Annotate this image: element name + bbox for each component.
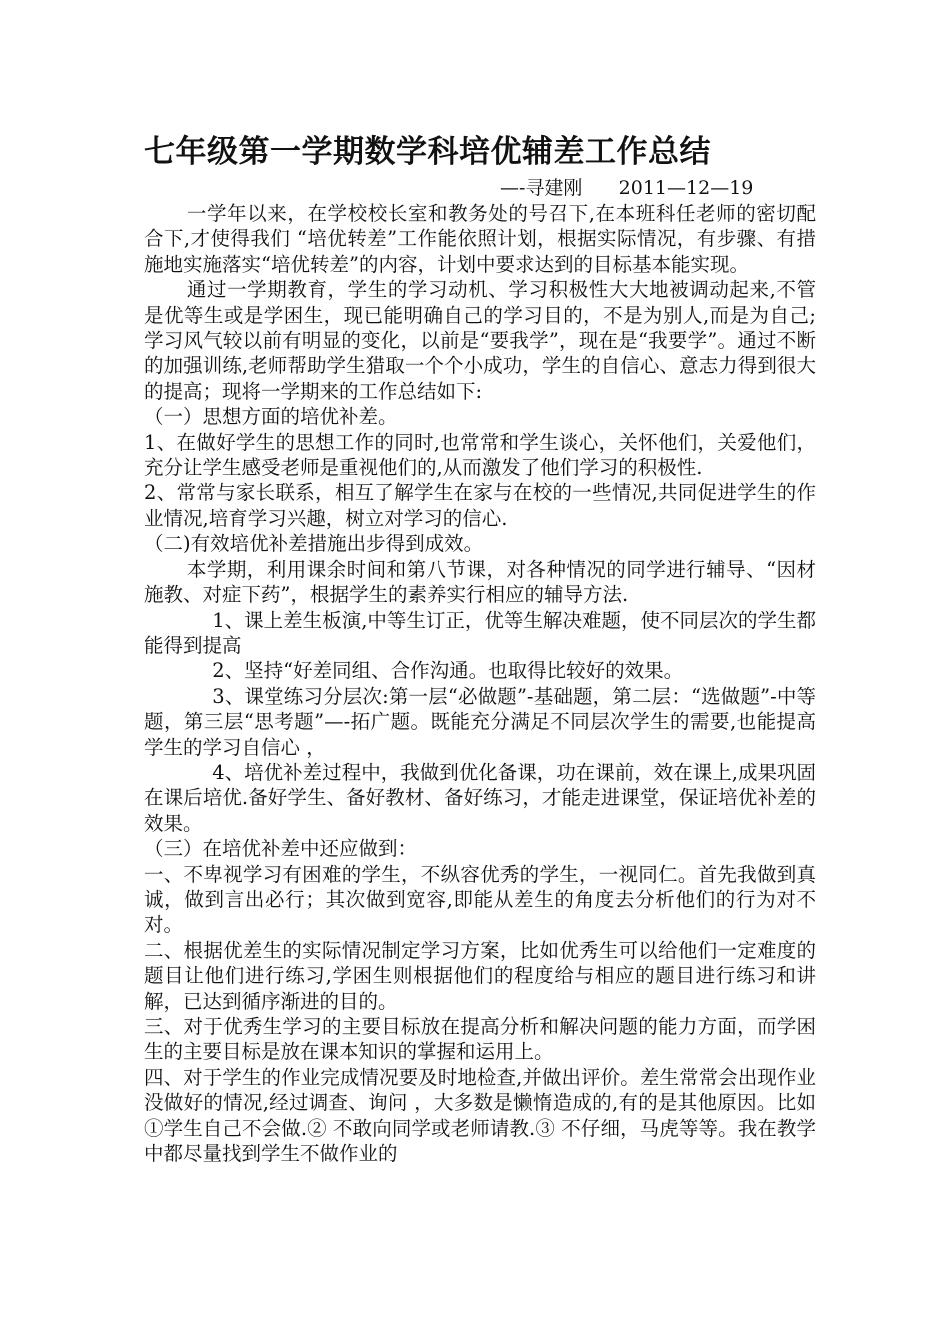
list-item: 三、对于优秀生学习的主要目标放在提高分析和解决问题的能力方面，而学困生的主要目标是放在课本知识的掌握和运用上。: [144, 1015, 816, 1064]
list-item: 1、在做好学生的思想工作的同时,也常常和学生谈心，关怀他们，关爱他们，充分让学生感受老师是重视他们的,从而激发了他们学习的积极性.: [144, 430, 816, 480]
section-heading-2: （二)有效培优补差措施出步得到成效。: [144, 532, 484, 556]
paragraph-3: 本学期，利用课余时间和第八节课，对各种情况的同学进行辅导、“因材施教、对症下药”，根据学生的素养实行相应的辅导方法.: [144, 557, 816, 607]
list-item: 一、不卑视学习有困难的学生，不纵容优秀的学生，一视同仁。首先我做到真诚，做到言出必行；其次做到宽容,即能从差生的角度去分析他们的行为对不对。: [144, 862, 816, 937]
list-item: 2、常常与家长联系，相互了解学生在家与在校的一些情况,共同促进学生的作业情况,培育学习兴趣，树立对学习的信心.: [144, 481, 816, 530]
list-item: 二、根据优差生的实际情况制定学习方案，比如优秀生可以给他们一定难度的题目让他们进行练习,学困生则根据他们的程度给与相应的题目进行练习和讲解，已达到循序渐进的目的。: [144, 938, 816, 1013]
list-item: 2、坚持“好差同组、合作沟通。也取得比较好的效果。: [212, 659, 684, 683]
paragraph-2: 通过一学期教育，学生的学习动机、学习积极性大大地被调动起来,不管是优等生或是学困生，现已能明确自己的学习目的，不是为别人,而是为自己;学习风气较以前有明显的变化，以前是“要我学”，现在是“我要学”。通过不断的加强训练,老师帮助学生猎取一个个小成功，学生的自信心、意志力得到很大的提高；现将一学期来的工作总结如下:: [144, 278, 816, 403]
list-item: 1、课上差生板演,中等生订正，优等生解决难题，使不同层次的学生都能得到提高: [144, 608, 816, 657]
document-title: 七年级第一学期数学科培优辅差工作总结: [144, 134, 711, 170]
paragraph-1: 一学年以来，在学校校长室和教务处的号召下,在本班科任老师的密切配合下,才使得我们 “培优转差”工作能依照计划，根据实际情况，有步骤、有措施地实施落实“培优转差”的内容，计划中要求达到的目标基本能实现。: [144, 202, 816, 276]
list-item: 3、课堂练习分层次:第一层“必做题”-基础题，第二层：“选做题”-中等题，第三层“思考题”—-拓广题。既能充分满足不同层次学生的需要,也能提高学生的学习自信心 ，: [144, 684, 816, 759]
author-date-line: —-寻建刚 2011—12—19: [500, 177, 754, 199]
list-item: 四、对于学生的作业完成情况要及时地检查,并做出评价。差生常常会出现作业没做好的情况,经过调查、询问 ，大多数是懒惰造成的,有的是其他原因。比如①学生自己不会做.② 不敢向同学或老师请教.③ 不仔细，马虎等等。我在教学中都尽量找到学生不做作业的: [144, 1065, 816, 1166]
section-heading-1: （一）思想方面的培优补差。: [144, 405, 398, 429]
list-item: 4、培优补差过程中，我做到优化备课，功在课前，效在课上,成果巩固在课后培优.备好学生、备好教材、备好练习，才能走进课堂，保证培优补差的效果。: [144, 760, 816, 835]
section-heading-3: （三）在培优补差中还应做到：: [144, 837, 418, 861]
document-page: [144, 128, 816, 1166]
